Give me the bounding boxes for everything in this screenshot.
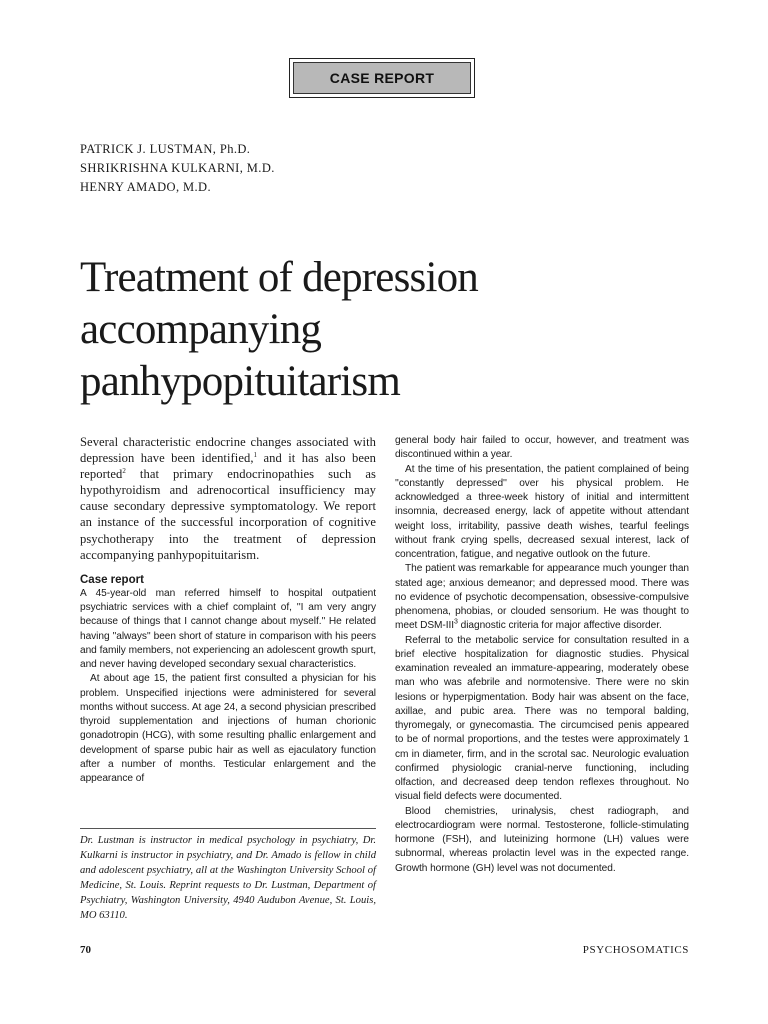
page-number: 70 [80,944,91,956]
journal-name: PSYCHOSOMATICS [582,944,689,956]
left-column [80,434,376,786]
section-heading: Case report [80,573,144,586]
abstract [80,434,376,563]
right-column [395,434,689,876]
reference-marker: 2 [122,467,126,475]
article-title: Treatment of depression accompanying panhypopituitarism [80,254,478,405]
body-paragraph [395,562,689,633]
reference-marker: 3 [454,618,458,626]
body-paragraph: At about age 15, the patient first consulted a physician for his problem. Unspecified injections were administered for several months without success. At age 24, a second physician prescribed thyroid supplementation and injections of human chorionic gonadotropin (HCG), with some resulting phallic enlargement and development of sparse pubic hair as well as ejaculatory function after a number of months. Testicular enlargement and the appearance of [80,673,376,784]
author-name: HENRY AMADO, M.D. [80,180,212,194]
abstract-text: Several characteristic endocrine changes associated with depression have been identified, [80,435,376,466]
body-paragraph: At the time of his presentation, the patient complained of being ''constantly depressed'' over his physical problem. He acknowledged a three-week history of initial and intermittent insomnia, decreased energy, lack of appetite without attendant weight loss, irritability, passive death wishes, tearful feelings without frank crying spells, decreased sexual interest, lack of concentration, fatigue, and negative outlook on the future. [395,463,689,560]
body-paragraph: Referral to the metabolic service for consultation resulted in a brief elective hospitalization for diagnostic studies. Physical examination revealed an immature-appearing, moderately obese man who was afebrile and normotensive. There were no skin lesions or hyperpigmentation. Body hair was absent on the face, axillae, and pubic area. There was no temporal balding, thyromegaly, or gynecomastia. The circumcised penis appeared to be of normal proportions, and the testes were approximately 1 cm in diameter, firm, and in the scrotal sac. Neurologic evaluation confirmed physiologic cranial-nerve functioning, including olfaction, and decreased deep tendon reflexes throughout. No visual field defects were documented. [395,634,689,803]
author-name: PATRICK J. LUSTMAN, Ph.D. [80,142,251,156]
abstract-text: that primary endocrinopathies such as hypothyroidism and adrenocortical insufficiency may cause secondary depressive symptomatology. We report an instance of the successful incorporation of cognitive psychotherapy into the treatment of depression accompanying panhypopituitarism. [80,467,376,562]
body-text: diagnostic criteria for major affective disorder. [457,620,662,632]
author-name: SHRIKRISHNA KULKARNI, M.D. [80,161,275,175]
author-affiliation-footnote: Dr. Lustman is instructor in medical psychology in psychiatry, Dr. Kulkarni is instructor in psychiatry, and Dr. Amado is fellow in child and adolescent psychiatry, all at the Washington University School of Medicine, St. Louis. Reprint requests to Dr. Lustman, Department of Psychiatry, Washington University, 4940 Audubon Avenue, St. Louis, MO 63110. [80,828,376,923]
author-list [80,140,275,197]
reference-marker: 1 [253,450,258,459]
body-paragraph: A 45-year-old man referred himself to hospital outpatient psychiatric services with a chief complaint of, ''I am very angry because of things that I cannot change about myself.'' He related having ''always'' been short of stature in comparison with his peers and family members, not experiencing an adolescent growth spurt, and never having developed secondary sexual characteristics. [80,587,376,670]
case-report-banner [289,58,475,98]
body-paragraph: Blood chemistries, urinalysis, chest radiograph, and electrocardiogram were normal. Testosterone, follicle-stimulating hormone (FSH), and luteinizing hormone (LH) values were subnormal, whereas prolactin level was in the expected range. Growth hormone (GH) level was not documented. [395,805,689,874]
body-paragraph: general body hair failed to occur, however, and treatment was discontinued within a year. [395,435,689,461]
body-text: The patient was remarkable for appearance much younger than stated age; anxious demeanor; and depressed mood. There was no evidence of psychotic decompensation, obsessive-compulsive phenomena, phobias, or clouded sensorium. He was thought to meet DSM-III [395,563,689,632]
case-report-label: CASE REPORT [293,62,471,94]
abstract-text: and it has also been reported [80,451,376,482]
